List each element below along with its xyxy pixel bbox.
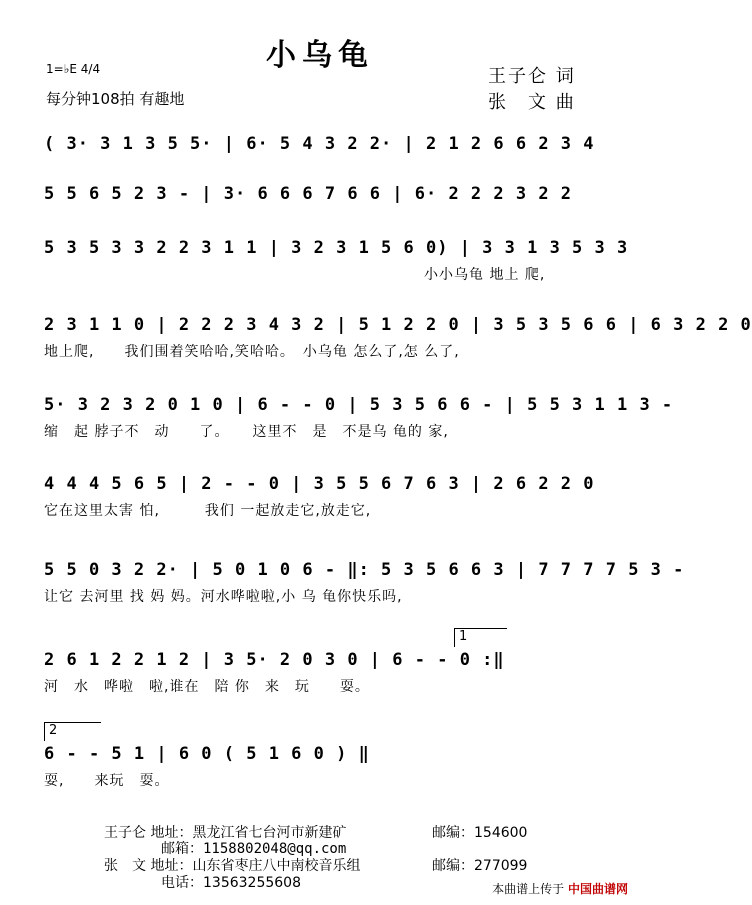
composer-phone: 电话：13563255608 bbox=[161, 875, 301, 891]
notes-line: 5 5 6 5 2 3 - | 3· 6 6 6 7 6 6 | 6· 2 2 2 3 2 2 bbox=[44, 184, 573, 204]
composer-postcode: 邮编：277099 bbox=[432, 858, 528, 874]
score-row-4 bbox=[44, 315, 752, 360]
lyricist-name: 王子仑 bbox=[104, 825, 146, 841]
lyrics-line: 缩 起 脖子不 动 了。 这里不 是 不是乌 龟的 家, bbox=[44, 424, 449, 440]
notes-line: 5· 3 2 3 2 0 1 0 | 6 - - 0 | 5 3 5 6 6 - | 5 5 3 1 1 3 - bbox=[44, 395, 674, 415]
notes-line: 2 3 1 1 0 | 2 2 2 3 4 3 2 | 5 1 2 2 0 | 3 5 3 5 6 6 | 6 3 2 2 0 bbox=[44, 315, 752, 335]
lyrics-line: 河 水 哗啦 啦,谁在 陪 你 来 玩 耍。 bbox=[44, 679, 370, 695]
notes-line: 6 - - 5 1 | 6 0 ( 5 1 6 0 ) ‖ bbox=[44, 744, 370, 764]
score-row-6 bbox=[44, 474, 595, 519]
notes-line: 2 6 1 2 2 1 2 | 3 5· 2 0 3 0 | 6 - - 0 :‖ bbox=[44, 650, 505, 670]
time-signature: 4/4 bbox=[80, 62, 101, 76]
score-row-1 bbox=[44, 134, 595, 174]
watermark bbox=[492, 880, 628, 897]
lyricist-email: 邮箱：1158802048@qq.com bbox=[161, 841, 347, 857]
notes-line: 5 3 5 3 3 2 2 3 1 1 | 3 2 3 1 5 6 0) | 3 3 1 3 5 3 3 bbox=[44, 238, 629, 258]
score-row-5 bbox=[44, 395, 674, 440]
score-row-7 bbox=[44, 560, 685, 605]
score-row-9 bbox=[44, 723, 592, 789]
composer-address: 地址：山东省枣庄八中南校音乐组 bbox=[150, 858, 361, 874]
watermark-prefix: 本曲谱上传于 bbox=[492, 882, 565, 896]
lyricist-postcode: 邮编：154600 bbox=[432, 825, 528, 841]
composer-credit: 张 文 曲 bbox=[488, 92, 576, 113]
score-row-3 bbox=[44, 238, 629, 283]
notes-line: ( 3· 3 1 3 5 5· | 6· 5 4 3 2 2· | 2 1 2 6 6 2 3 4 bbox=[44, 134, 595, 154]
first-ending-bracket: 1 bbox=[454, 628, 507, 647]
composer-name: 张 文 bbox=[104, 858, 146, 874]
score-row-2 bbox=[44, 184, 592, 224]
lyrics-line: 它在这里太害 怕, 我们 一起放走它,放走它, bbox=[44, 503, 372, 519]
lyrics-line: 让它 去河里 找 妈 妈。河水哗啦啦,小 乌 龟你快乐吗, bbox=[44, 589, 403, 605]
lyricist-credit: 王子仑 词 bbox=[488, 66, 576, 87]
notes-line: 4 4 4 5 6 5 | 2 - - 0 | 3 5 5 6 7 6 3 | 2 6 2 2 0 bbox=[44, 474, 595, 494]
watermark-site: 中国曲谱网 bbox=[567, 882, 628, 896]
notes-line: 5 5 0 3 2 2· | 5 0 1 0 6 - ‖: 5 3 5 6 6 3 | 7 7 7 7 5 3 - bbox=[44, 560, 685, 580]
second-ending-bracket: 2 bbox=[44, 722, 101, 741]
key-signature bbox=[46, 62, 100, 76]
tempo-marking: 每分钟108拍 有趣地 bbox=[46, 90, 185, 108]
song-title: 小乌龟 bbox=[266, 38, 374, 73]
lyrics-line: 耍, 来玩 耍。 bbox=[44, 773, 170, 789]
lyrics-line: 地上爬, 我们围着笑哈哈,笑哈哈。 小乌龟 怎么了,怎 么了, bbox=[44, 344, 460, 360]
lyrics-line: 小小乌龟 地上 爬, bbox=[424, 267, 546, 283]
key-label: 1=♭E bbox=[46, 62, 77, 76]
lyricist-address: 地址：黑龙江省七台河市新建矿 bbox=[150, 825, 347, 841]
score-row-8 bbox=[44, 629, 592, 695]
